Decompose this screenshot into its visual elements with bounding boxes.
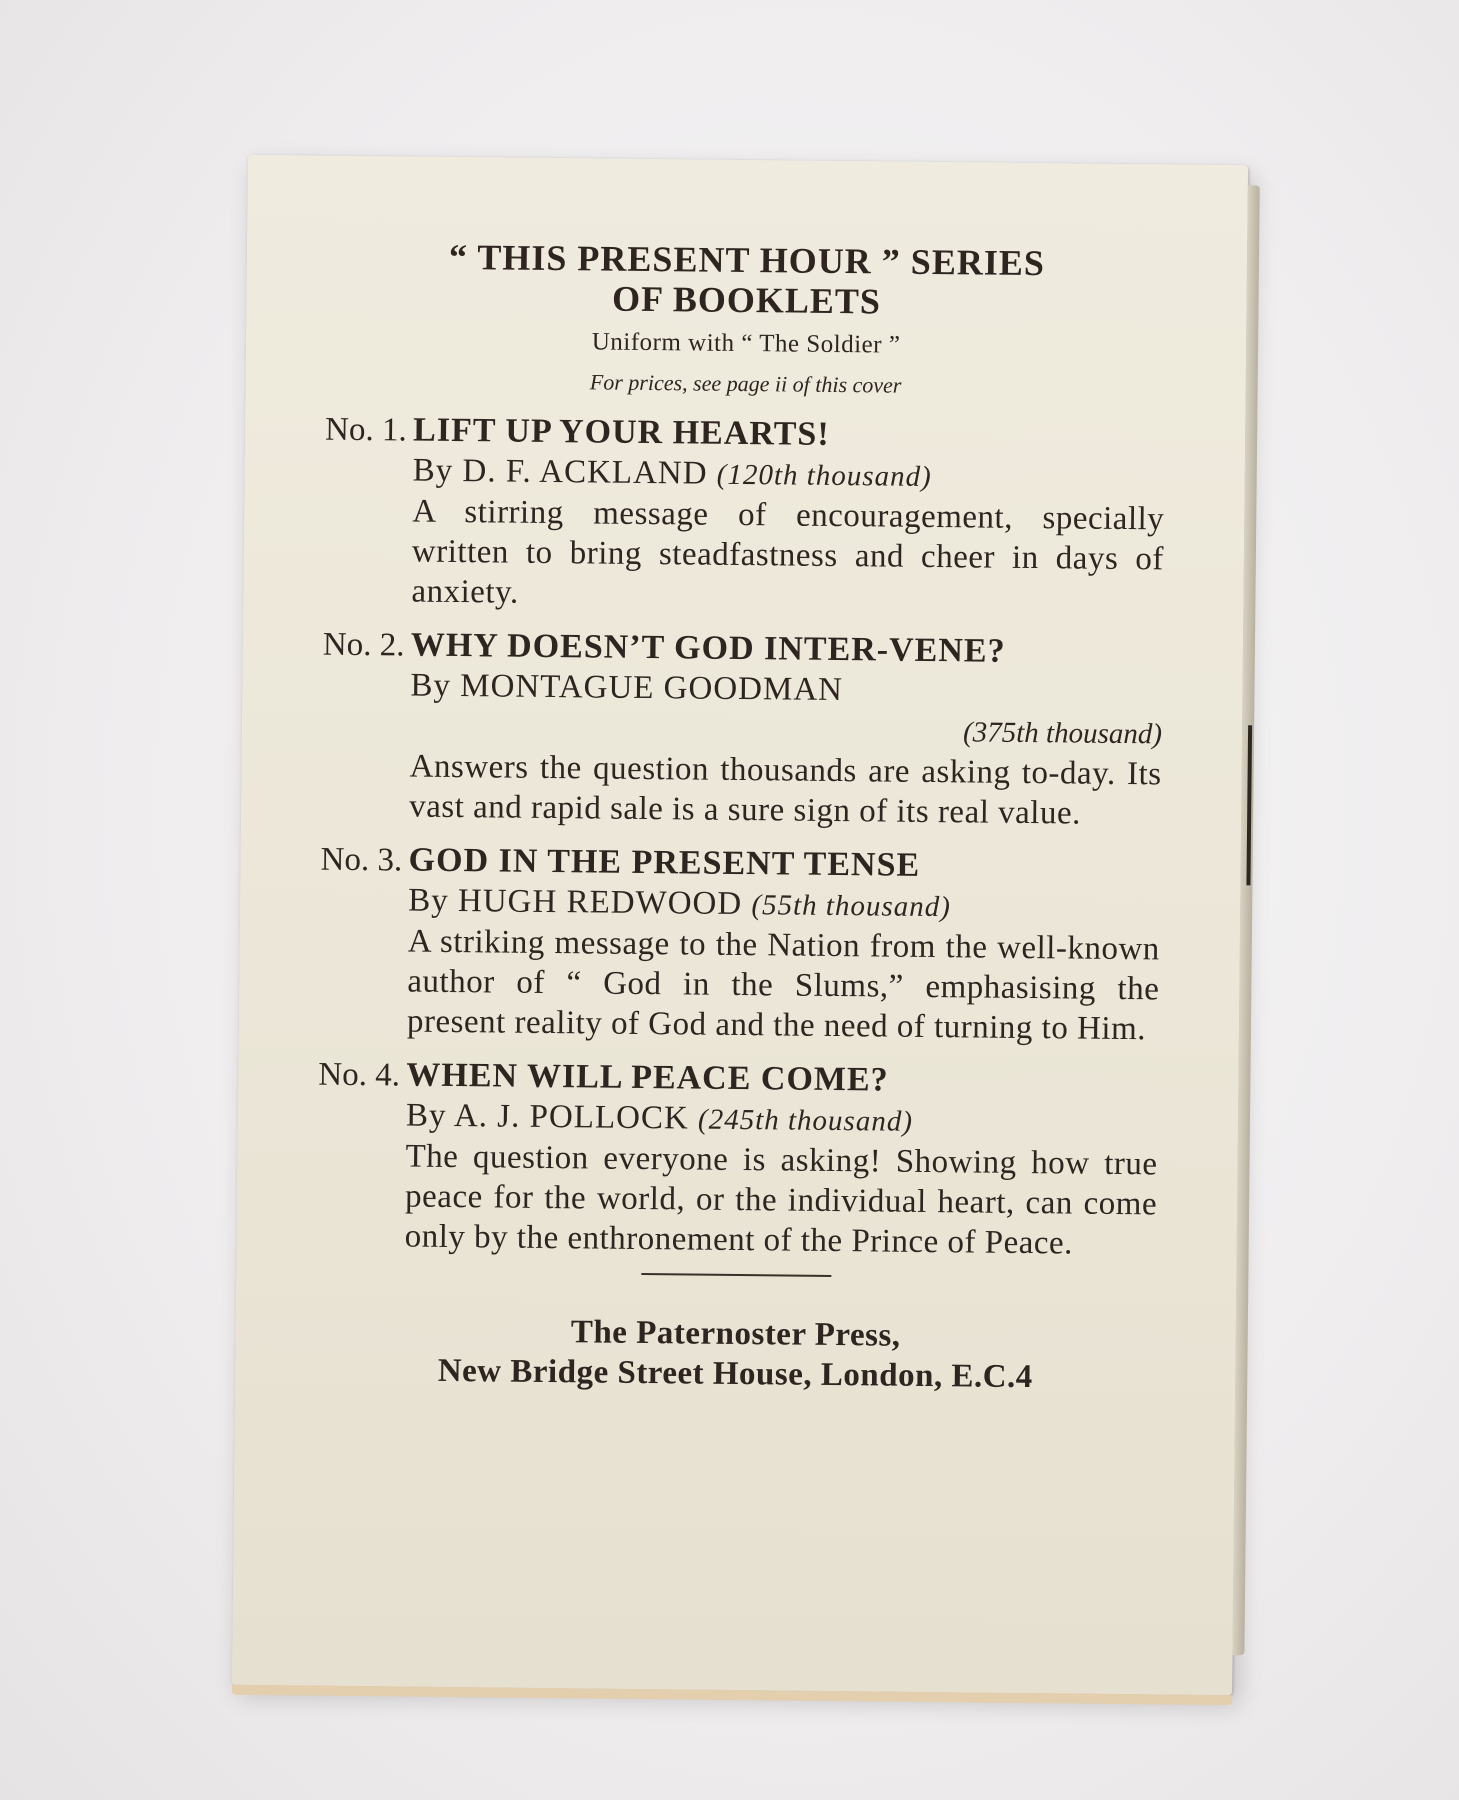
series-subtitle: Uniform with “ The Soldier ” xyxy=(591,328,901,359)
entry-author: By MONTAGUE GOODMAN xyxy=(410,667,844,709)
entry-description: A striking message to the Nation from the well-known author of “ God in the Slums,” emphasising the present reality of God and the need of turning to Him. xyxy=(406,923,1160,1048)
entry-thousand: (120th thousand) xyxy=(716,458,932,493)
entry-number: No. 3. xyxy=(320,841,403,879)
entry-number: No. 1. xyxy=(324,411,407,449)
publisher-address: New Bridge Street House, London, E.C.4 xyxy=(437,1352,1033,1396)
entry-description: A stirring message of encouragement, specially written to bring steadfastness and cheer in days of anxiety. xyxy=(411,493,1165,611)
entry-title: LIFT UP YOUR HEARTS! xyxy=(412,411,830,453)
series-title-line-1: “ THIS PRESENT HOUR ” SERIES xyxy=(448,236,1046,284)
prices-note: For prices, see page ii of this cover xyxy=(589,369,902,398)
entry-number: No. 4. xyxy=(318,1056,401,1094)
entry-thousand: (55th thousand) xyxy=(751,889,952,924)
publisher-name: The Paternoster Press, xyxy=(570,1314,901,1354)
booklet-entry-4 xyxy=(317,1055,1159,1265)
booklet-entry-1 xyxy=(323,410,1165,620)
entry-title: WHEN WILL PEACE COME? xyxy=(406,1056,889,1099)
divider-rule xyxy=(641,1273,831,1277)
entry-description: Answers the question thousands are asking to-day. Its vast and rapid sale is a sure sign of its real value. xyxy=(409,748,1162,832)
cover-text xyxy=(315,236,1167,1399)
booklet-entry-3 xyxy=(319,840,1161,1050)
entry-number: No. 2. xyxy=(322,626,405,664)
entry-author: By HUGH REDWOOD xyxy=(408,882,743,923)
entry-description: The question everyone is asking! Showing how true peace for the world, or the individual heart, can come only by the enthronement of the Prince of Peace. xyxy=(404,1138,1158,1262)
entry-author: By A. J. POLLOCK xyxy=(405,1097,689,1137)
booklet-back-cover xyxy=(232,155,1248,1695)
entry-title: GOD IN THE PRESENT TENSE xyxy=(408,841,921,884)
entry-title: WHY DOESN’T GOD INTER-VENE? xyxy=(410,626,1006,670)
series-title-line-2: OF BOOKLETS xyxy=(611,278,882,322)
entry-thousand: (245th thousand) xyxy=(697,1103,914,1138)
entry-thousand: (375th thousand) xyxy=(962,716,1163,751)
booklet-entry-2 xyxy=(321,625,1163,835)
entry-author-line xyxy=(410,666,1162,714)
entry-author: By D. F. ACKLAND xyxy=(412,452,708,492)
